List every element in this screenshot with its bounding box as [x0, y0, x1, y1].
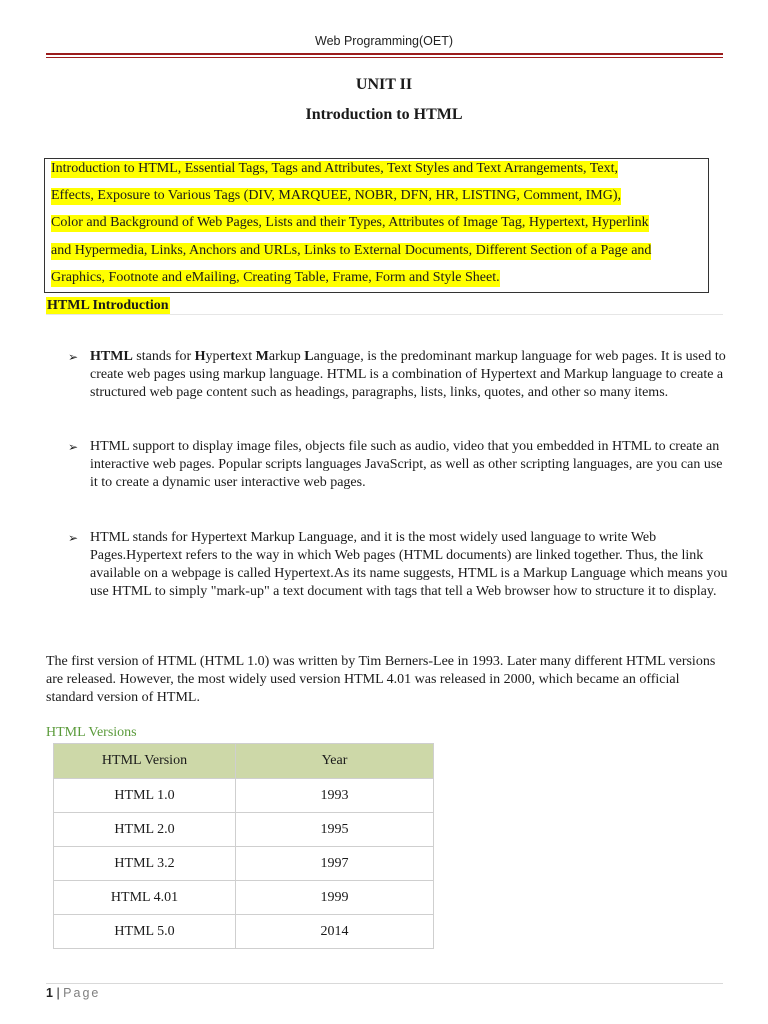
table-row	[54, 847, 434, 881]
syllabus-line-text: Effects, Exposure to Various Tags (DIV, MARQUEE, NOBR, DFN, HR, LISTING, Comment, IMG),	[51, 188, 622, 204]
bullet-item	[68, 529, 728, 601]
syllabus-line	[51, 159, 702, 186]
table-header-cell: HTML Version	[54, 744, 236, 779]
table-cell: 1993	[236, 779, 434, 813]
page-header-title: Web Programming(OET)	[315, 34, 453, 48]
bullet-text: HTML stands for Hypertext Markup Language, is the predominant markup language for web pages. It is used to create web pages using markup language. HTML is a combination of Hypertext and Markup language to create a structured web page content such as headings, paragraphs, lists, links, quotes, and other so many items.	[90, 349, 726, 400]
syllabus-line-text: and Hypermedia, Links, Anchors and URLs, Links to External Documents, Different Section of a Page and	[51, 242, 652, 258]
table-row	[54, 915, 434, 949]
table-cell: HTML 2.0	[54, 813, 236, 847]
bullet-item	[68, 438, 728, 492]
header-rule-thick	[46, 53, 723, 55]
section-heading: HTML Introduction	[47, 298, 169, 313]
syllabus-line	[51, 241, 702, 268]
table-row	[54, 881, 434, 915]
history-paragraph: The first version of HTML (HTML 1.0) was written by Tim Berners-Lee in 1993. Later many different HTML versions are released. However, the most widely used version HTML 4.01 was released in 2000, which became an official standard version of HTML.	[46, 654, 716, 705]
table-header-cell: Year	[236, 744, 434, 779]
table-cell: 2014	[236, 915, 434, 949]
footer-rule	[46, 983, 723, 984]
table-row	[54, 779, 434, 813]
syllabus-box	[44, 158, 709, 293]
versions-table	[53, 743, 434, 949]
syllabus-line	[51, 213, 702, 240]
table-cell: HTML 4.01	[54, 881, 236, 915]
table-cell: 1995	[236, 813, 434, 847]
page-number: 1	[46, 986, 53, 1000]
table-cell: HTML 1.0	[54, 779, 236, 813]
arrow-bullet-icon: ➢	[68, 531, 79, 545]
table-cell: 1997	[236, 847, 434, 881]
syllabus-line	[51, 186, 702, 213]
table-cell: HTML 3.2	[54, 847, 236, 881]
chapter-title: Introduction to HTML	[305, 106, 463, 123]
bullet-item	[68, 348, 728, 402]
syllabus-line-text: Color and Background of Web Pages, Lists and their Types, Attributes of Image Tag, Hypertext, Hyperlink	[51, 215, 649, 231]
page-word: Page	[63, 986, 101, 1000]
section-divider	[46, 314, 723, 315]
syllabus-line-text: Introduction to HTML, Essential Tags, Tags and Attributes, Text Styles and Text Arrangements, Text,	[51, 161, 618, 176]
table-cell: HTML 5.0	[54, 915, 236, 949]
arrow-bullet-icon: ➢	[68, 350, 79, 364]
bullet-text: HTML stands for Hypertext Markup Language, and it is the most widely used language to write Web Pages.Hypertext refers to the way in which Web pages (HTML documents) are linked together. Thus, the link available on a webpage is called Hypertext.As its name suggests, HTML is a Markup Language which means you use HTML to simply "mark-up" a text document with tags that tell a Web browser how to structure it to display.	[90, 530, 728, 599]
table-header-row	[54, 744, 434, 779]
page-footer	[46, 986, 100, 1000]
syllabus-line-text: Graphics, Footnote and eMailing, Creating Table, Frame, Form and Style Sheet.	[51, 269, 500, 285]
table-cell: 1999	[236, 881, 434, 915]
arrow-bullet-icon: ➢	[68, 440, 79, 454]
footer-separator: |	[56, 986, 60, 1000]
versions-heading: HTML Versions	[46, 725, 137, 740]
bullet-text: HTML support to display image files, objects file such as audio, video that you embedded in HTML to create an interactive web pages. Popular scripts languages JavaScript, as well as other scripting languages, are you can use it to create a dynamic user interactive web pages.	[90, 439, 723, 490]
header-rule-thin	[46, 57, 723, 58]
table-row	[54, 813, 434, 847]
unit-title: UNIT II	[355, 76, 413, 93]
syllabus-line	[51, 268, 702, 295]
